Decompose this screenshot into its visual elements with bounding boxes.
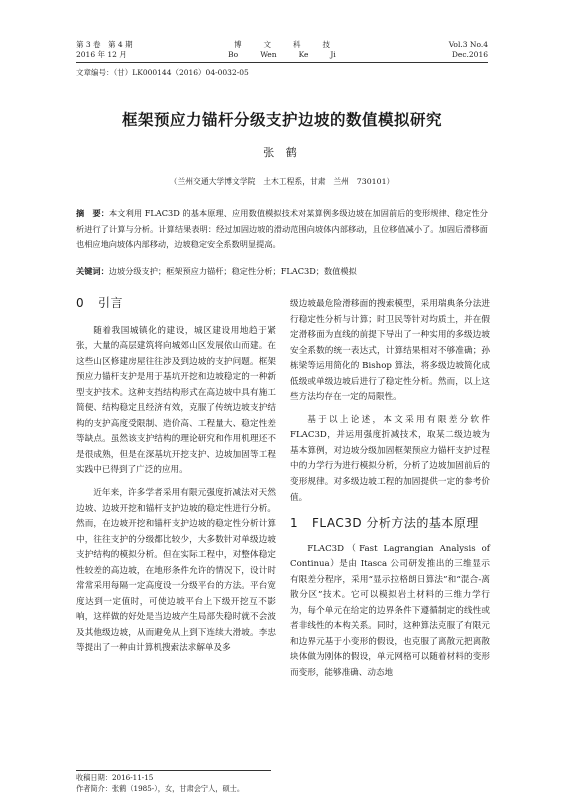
right-column <box>290 297 490 689</box>
left-column <box>76 294 276 664</box>
author-affiliation: （兰州交通大学博文学院 土木工程系，甘肃 兰州 730101） <box>169 177 395 186</box>
header-volume-en <box>449 40 488 60</box>
section-number: 0 <box>76 296 85 310</box>
section-heading-flac3d <box>290 516 490 532</box>
header-volume: 第 3 卷 第 4 期 <box>76 40 133 49</box>
footnote-rule <box>76 770 271 771</box>
footnote-author-bio: 作者简介：张鹤（1985-），女，甘肃会宁人，硕士。 <box>76 784 245 793</box>
paragraph: 近年来，许多学者采用有限元强度折减法对天然边坡、边坡开挖和锚杆支护边坡的稳定性进行分析。然而，在边坡开挖和锚杆支护边坡的稳定性分析计算中，往往支护的分级都比较少，大多数针对单级边坡支护结构的模拟分析。但在实际工程中，对整体稳定性较差的高边坡，在地形条件允许的情况下，设计时常常采用每隔一定高度设一分级平台的方法。平台宽度达到一定值时，可使边坡平台上下级开挖互不影响，这样做的好处是当边坡产生局部失稳时就不会波及其他级边坡，从而避免从上到下连续大滑坡。李忠等提出了一种由计算机搜索法求解单及多 <box>76 488 276 654</box>
paper-title: 框架预应力锚杆分级支护边坡的数值模拟研究 <box>121 111 442 129</box>
keywords-label: 关键词： <box>76 266 109 276</box>
article-number: 文章编号：（甘）LK000144（2016）04-0032-05 <box>76 68 249 77</box>
paragraph: FLAC3D（Fast Lagrangian Analysis of Continua）是由 Itasca 公司研发推出的三维显示有限差分程序，采用“显示拉格朗日算法”和“混合-离散分区”技术。它可以模拟岩土材料的三维力学行为，每个单元在给定的边界条件下遵循制定的线性或者非线性的本构关系。同时，这种算法克服了有限元和边界元基于小变形的假设，也克服了离散元把离散块体做为刚体的假设，单元网格可以随着材料的变形而变形，能够准确、动态地 <box>290 543 490 679</box>
header-vol-no: Vol.3 No.4 <box>448 40 488 49</box>
journal-name-cn: 博 文 科 技 <box>234 40 330 49</box>
header-month: Dec.2016 <box>451 50 488 59</box>
keywords-text: 边坡分级支护；框架预应力锚杆；稳定性分析；FLAC3D；数值模拟 <box>108 266 357 276</box>
section-title: FLAC3D 分析方法的基本原理 <box>312 516 479 531</box>
footnote-received-date: 收稿日期：2016-11-15 <box>76 773 154 782</box>
section-title: 引言 <box>98 296 124 310</box>
paragraph: 基于以上论述，本文采用有限差分软件 FLAC3D，并运用强度折减技术，取某二级边坡为基本算例，对边坡分级加固框架预应力锚杆支护过程中的力学行为进行模拟分析，分析了边坡加固前后的变形规律。对多级边坡工程的加固提供一定的参考价值。 <box>290 414 490 503</box>
paragraph: 随着我国城镇化的建设，城区建设用地趋于紧张，大量的高层建筑将向城郊山区发展依山而建。在这些山区修建房屋往往涉及到边坡的支护问题。框架预应力锚杆支护是用于基坑开挖和边坡稳定的一种新型支护技术。这种支挡结构形式在高边坡中具有施工简便、结构稳定且经济有效，克服了传统边坡支护结构的支护高度受限制、造价高、工程量大、稳定性差等缺点。虽然该支护结构的理论研究和作用机理还不是很成熟，但是在深基坑开挖支护、边坡加固等工程实践中已得到了广泛的应用。 <box>76 325 276 476</box>
header-rule <box>76 62 488 63</box>
section-heading-intro <box>76 296 276 312</box>
paragraph: 级边坡最危险滑移面的搜索模型，采用瑞典条分法进行稳定性分析与计算；时卫民等针对均质土，并在假定滑移面为直线的前提下导出了一种实用的多级边坡安全系数的统一表达式，计算结果相对不够准确；孙栋梁等运用简化的 Bishop 算法，将多级边坡简化成低级或单级边坡后进行了稳定性分析。然而，以上这些方法均存在一定的局限性。 <box>290 299 490 403</box>
journal-name-pinyin: Bo Wen Ke Ji <box>228 50 336 59</box>
header-date: 2016 年 12 月 <box>76 50 127 59</box>
keywords <box>76 265 488 277</box>
author-name: 张 鹤 <box>263 146 301 159</box>
abstract-text: 本文利用 FLAC3D 的基本原理、应用数值模拟技术对某算例多级边坡在加固前后的变形规律、稳定性分析进行了计算与分析。计算结果表明：经过加固边坡的滑动范围向坡体内部移动，且位移值减小了。加固后滑移面也相应地向坡体内部移动，边坡稳定安全系数明显提高。 <box>76 208 488 249</box>
abstract <box>76 206 488 253</box>
abstract-label: 摘 要： <box>76 208 110 218</box>
section-number: 1 <box>290 516 299 531</box>
